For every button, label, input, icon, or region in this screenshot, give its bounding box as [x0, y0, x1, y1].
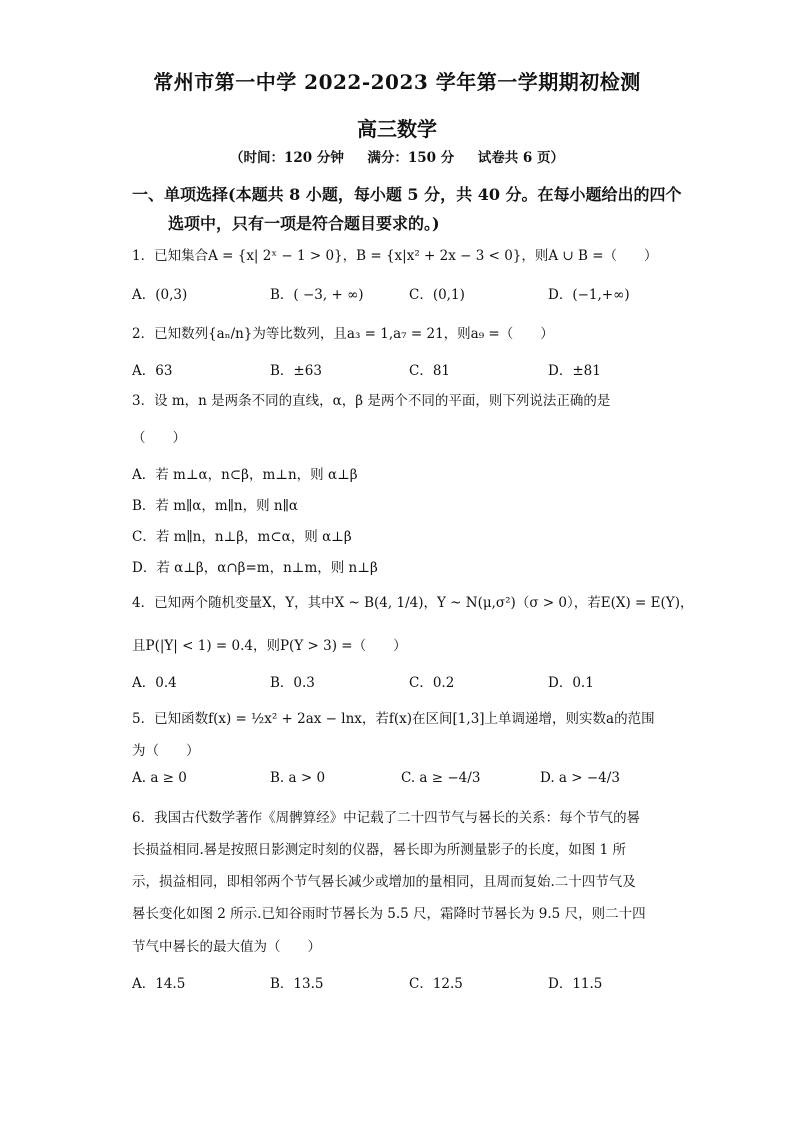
- question-4-option-a: A．0.4: [132, 675, 177, 691]
- question-6-option-b: B．13.5: [270, 976, 324, 992]
- page-title: 常州市第一中学 2022-2023 学年第一学期期初检测: [153, 70, 641, 94]
- page-subtitle: 高三数学: [357, 117, 437, 141]
- question-5-stem-cont: 为（ ）: [132, 743, 200, 759]
- question-2-option-c: C．81: [409, 363, 451, 379]
- question-1-option-c: C．(0,1): [409, 287, 465, 303]
- question-3-option-c: C．若 m∥n，n⊥β，m⊂α，则 α⊥β: [132, 529, 352, 545]
- question-5-option-b: B. a > 0: [270, 770, 326, 786]
- exam-meta: （时间：120 分钟 满分：150 分 试卷共 6 页）: [229, 150, 565, 166]
- question-4-option-b: B．0.3: [270, 675, 315, 691]
- question-6-line-3: 示，损益相同，即相邻两个节气晷长减少或增加的量相同，且周而复始.二十四节气及: [132, 874, 636, 890]
- question-6-line-2: 长损益相同.晷是按照日影测定时刻的仪器，晷长即为所测量影子的长度，如图 1 所: [132, 842, 626, 858]
- question-5-option-a: A. a ≥ 0: [132, 770, 187, 786]
- question-3-stem-cont: （ ）: [132, 430, 186, 446]
- question-6-line-4: 晷长变化如图 2 所示.已知谷雨时节晷长为 5.5 尺，霜降时节晷长为 9.5 尺，则二十四: [132, 906, 646, 922]
- question-5-stem: 5．已知函数f(x) = ½x² + 2ax − lnx，若f(x)在区间[1,3]上单调递增，则实数a的范围: [132, 711, 655, 727]
- question-4-stem: 4．已知两个随机变量X，Y，其中X ~ B(4, 1/4)，Y ~ N(μ,σ²)（σ > 0），若E(X) = E(Y)，: [132, 595, 694, 611]
- question-2-option-a: A．63: [132, 363, 173, 379]
- question-4-option-d: D．0.1: [548, 675, 594, 691]
- question-6-line-5: 节气中晷长的最大值为（ ）: [132, 939, 321, 955]
- question-6-option-c: C．12.5: [409, 976, 463, 992]
- question-5-option-d: D. a > −4/3: [540, 770, 620, 786]
- question-3-stem: 3．设 m，n 是两条不同的直线，α，β 是两个不同的平面，则下列说法正确的是: [132, 393, 611, 409]
- question-3-option-a: A．若 m⊥α，n⊂β，m⊥n，则 α⊥β: [132, 467, 358, 483]
- question-1-option-d: D．(−1,+∞): [548, 287, 630, 303]
- question-1-option-a: A．(0,3): [132, 287, 188, 303]
- question-3-option-b: B．若 m∥α，m∥n，则 n∥α: [132, 498, 298, 514]
- question-1-stem: 1．已知集合A = {x| 2ˣ − 1 > 0}，B = {x|x² + 2x − 3 < 0}，则A ∪ B =（ ）: [132, 248, 658, 264]
- question-5-option-c: C. a ≥ −4/3: [401, 770, 481, 786]
- question-6-option-a: A．14.5: [132, 976, 186, 992]
- section-heading-line1: 一、单项选择(本题共 8 小题，每小题 5 分，共 40 分。在每小题给出的四个: [132, 185, 682, 204]
- question-4-option-c: C．0.2: [409, 675, 455, 691]
- question-2-option-b: B．±63: [270, 363, 322, 379]
- question-3-option-d: D．若 α⊥β，α∩β=m，n⊥m，则 n⊥β: [132, 560, 378, 576]
- question-6-line-1: 6．我国古代数学著作《周髀算经》中记载了二十四节气与晷长的关系：每个节气的晷: [132, 810, 641, 826]
- question-2-option-d: D．±81: [548, 363, 601, 379]
- section-heading-line2: 选项中，只有一项是符合题目要求的。): [168, 214, 440, 233]
- section-heading: [132, 180, 692, 238]
- question-4-stem-cont: 且P(|Y| < 1) = 0.4，则P(Y > 3) =（ ）: [132, 638, 407, 654]
- question-1-option-b: B．( −3, + ∞): [270, 287, 364, 303]
- question-2-stem: 2．已知数列{aₙ/n}为等比数列，且a₃ = 1,a₇ = 21，则a₉ =（ ）: [132, 326, 554, 342]
- question-6-option-d: D．11.5: [548, 976, 603, 992]
